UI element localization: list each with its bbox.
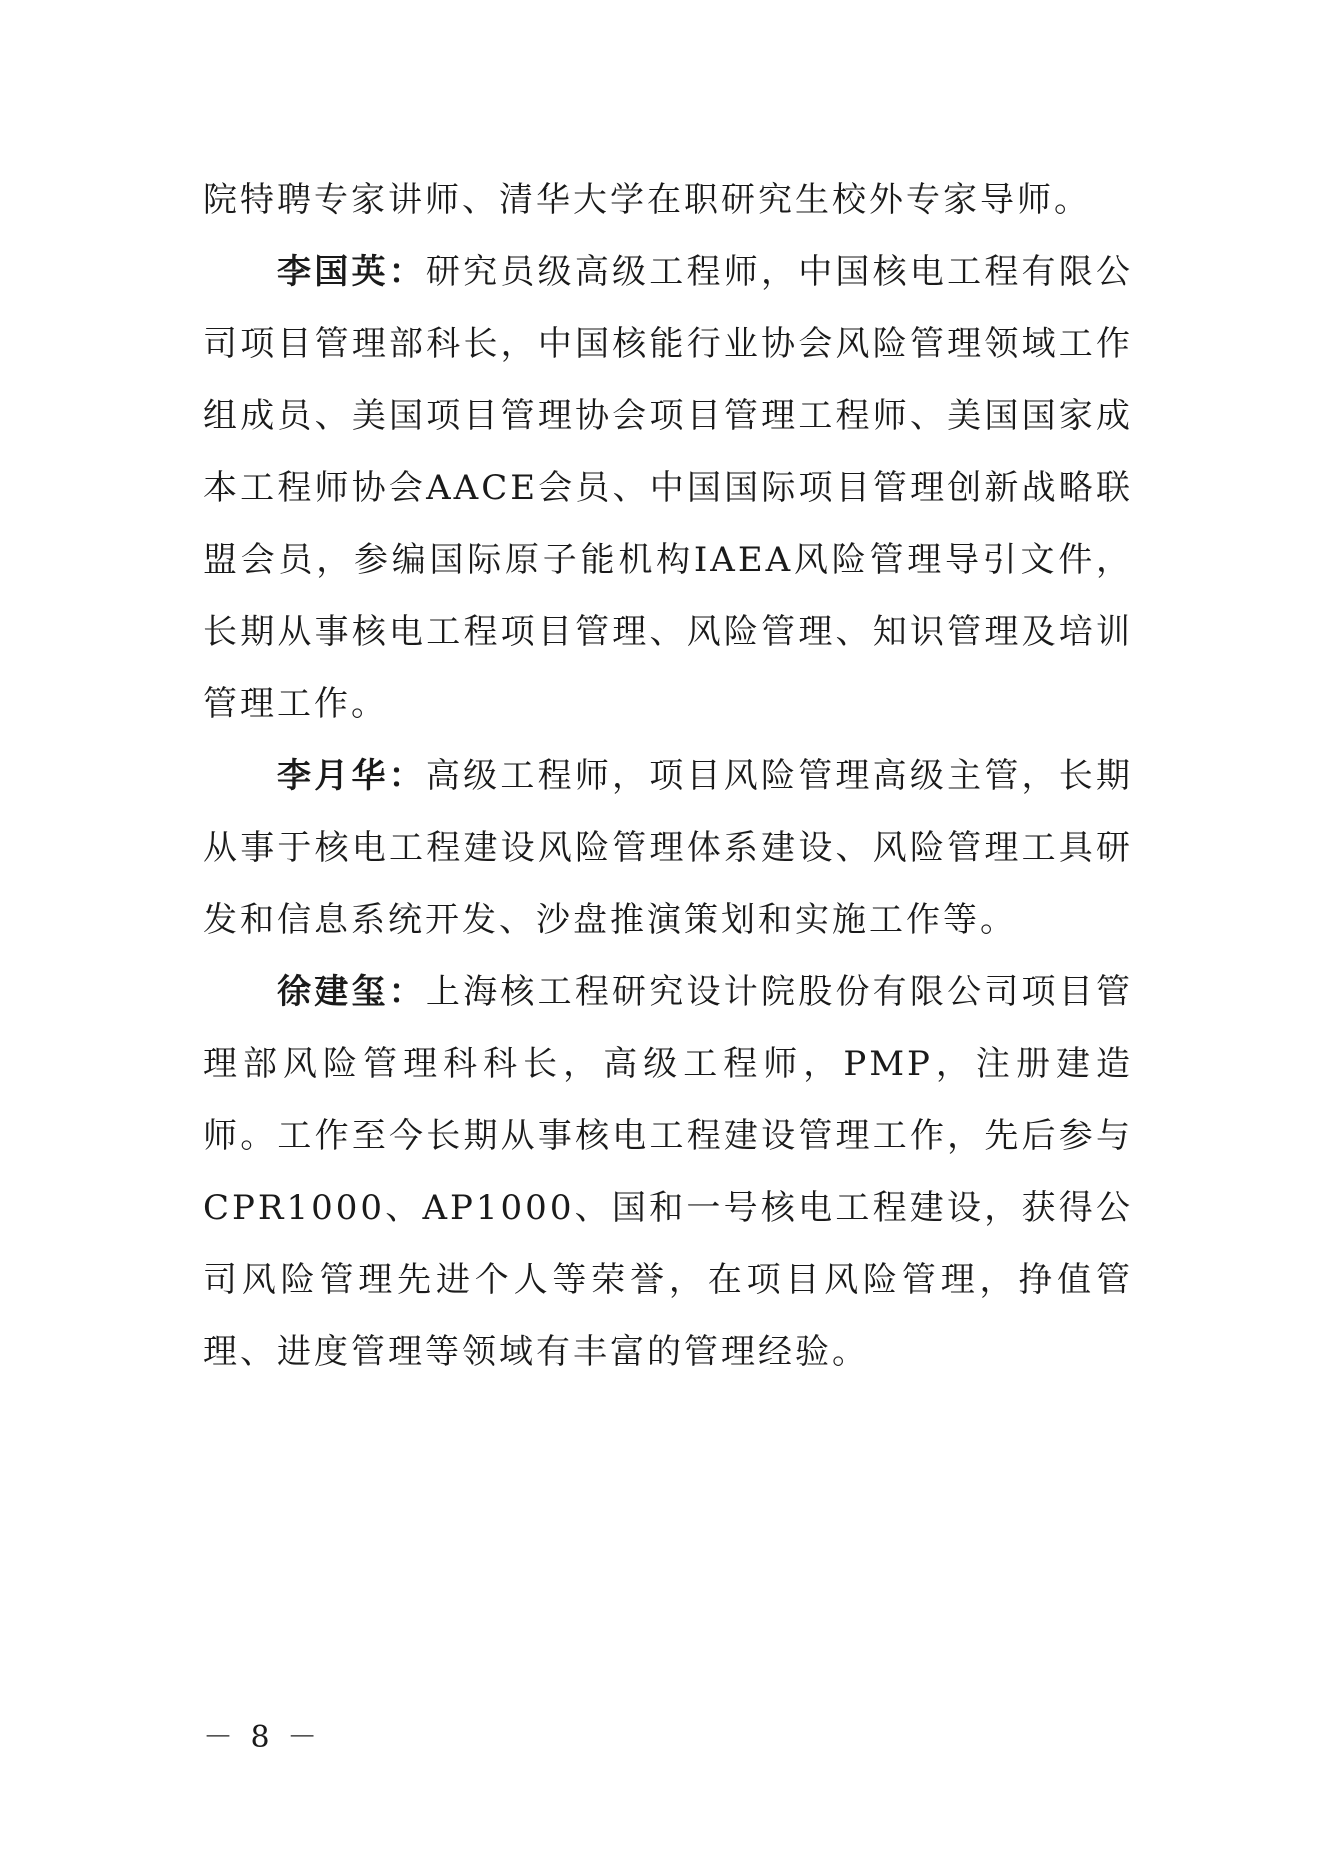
bio-text: 研究员级高级工程师，中国核电工程有限公司项目管理部科长，中国核能行业协会风险管理领域工作组成员、美国项目管理协会项目管理工程师、美国国家成本工程师协会AACE会员、中国国际项目管理创新战略联盟会员，参编国际原子能机构IAEA风险管理导引文件，长期从事核电工程项目管理、风险管理、知识管理及培训管理工作。 bbox=[203, 252, 1134, 724]
bio-name: 李国英： bbox=[277, 252, 426, 292]
bio-text: 高级工程师，项目风险管理高级主管，长期从事于核电工程建设风险管理体系建设、风险管理工具研发和信息系统开发、沙盘推演策划和实施工作等。 bbox=[203, 756, 1134, 940]
bio-name: 徐建玺： bbox=[277, 972, 426, 1012]
bio-text: 上海核工程研究设计院股份有限公司项目管理部风险管理科科长，高级工程师，PMP，注册建造师。工作至今长期从事核电工程建设管理工作，先后参与CPR1000、AP1000、国和一号核电工程建设，获得公司风险管理先进个人等荣誉，在项目风险管理，挣值管理、进度管理等领域有丰富的管理经验。 bbox=[203, 972, 1134, 1372]
bio-paragraph-li-guoying bbox=[203, 236, 1133, 740]
document-body bbox=[203, 164, 1133, 1388]
page-number: － 8 － bbox=[203, 1720, 322, 1755]
bio-paragraph-xu-jianxi bbox=[203, 956, 1133, 1388]
intro-paragraph: 院特聘专家讲师、清华大学在职研究生校外专家导师。 bbox=[203, 180, 1091, 220]
bio-paragraph-li-yuehua bbox=[203, 740, 1133, 956]
bio-name: 李月华： bbox=[277, 756, 426, 796]
